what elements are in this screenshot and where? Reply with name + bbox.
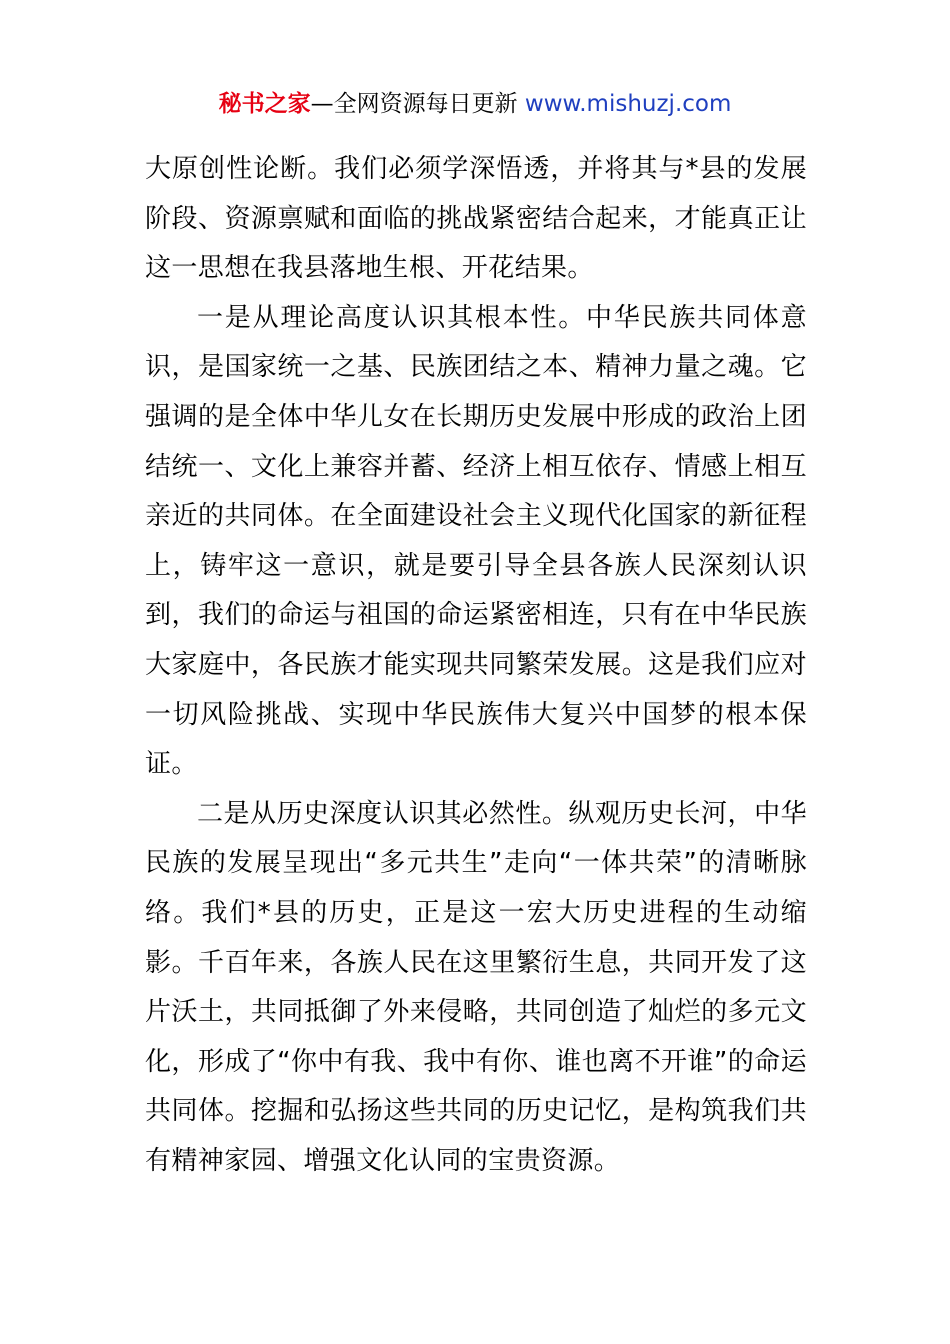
paragraph-history: 二是从历史深度认识其必然性。纵观历史长河，中华民族的发展呈现出“多元共生”走向“一体共荣”的清晰脉络。我们*县的历史，正是这一宏大历史进程的生动缩影。千百年来，各族人民在这里繁衍生息，共同开发了这片沃土，共同抵御了外来侵略，共同创造了灿烂的多元文化，形成了“你中有我、我中有你、谁也离不开谁”的命运共同体。挖掘和弘扬这些共同的历史记忆，是构筑我们共有精神家园、增强文化认同的宝贵资源。 <box>145 798 807 1176</box>
page-header <box>0 86 950 122</box>
paragraph-continued: 大原创性论断。我们必须学深悟透，并将其与*县的发展阶段、资源禀赋和面临的挑战紧密结合起来，才能真正让这一思想在我县落地生根、开花结果。 <box>145 154 807 284</box>
header-url-link[interactable]: www.mishuzj.com <box>524 91 732 117</box>
header-tagline: —全网资源每日更新 <box>310 91 525 117</box>
document-body <box>145 145 807 1186</box>
header-brand: 秘书之家 <box>218 91 311 117</box>
paragraph-theory: 一是从理论高度认识其根本性。中华民族共同体意识，是国家统一之基、民族团结之本、精神力量之魂。它强调的是全体中华儿女在长期历史发展中形成的政治上团结统一、文化上兼容并蓄、经济上相互依存、情感上相互亲近的共同体。在全面建设社会主义现代化国家的新征程上，铸牢这一意识，就是要引导全县各族人民深刻认识到，我们的命运与祖国的命运紧密相连，只有在中华民族大家庭中，各民族才能实现共同繁荣发展。这是我们应对一切风险挑战、实现中华民族伟大复兴中国梦的根本保证。 <box>145 302 807 780</box>
